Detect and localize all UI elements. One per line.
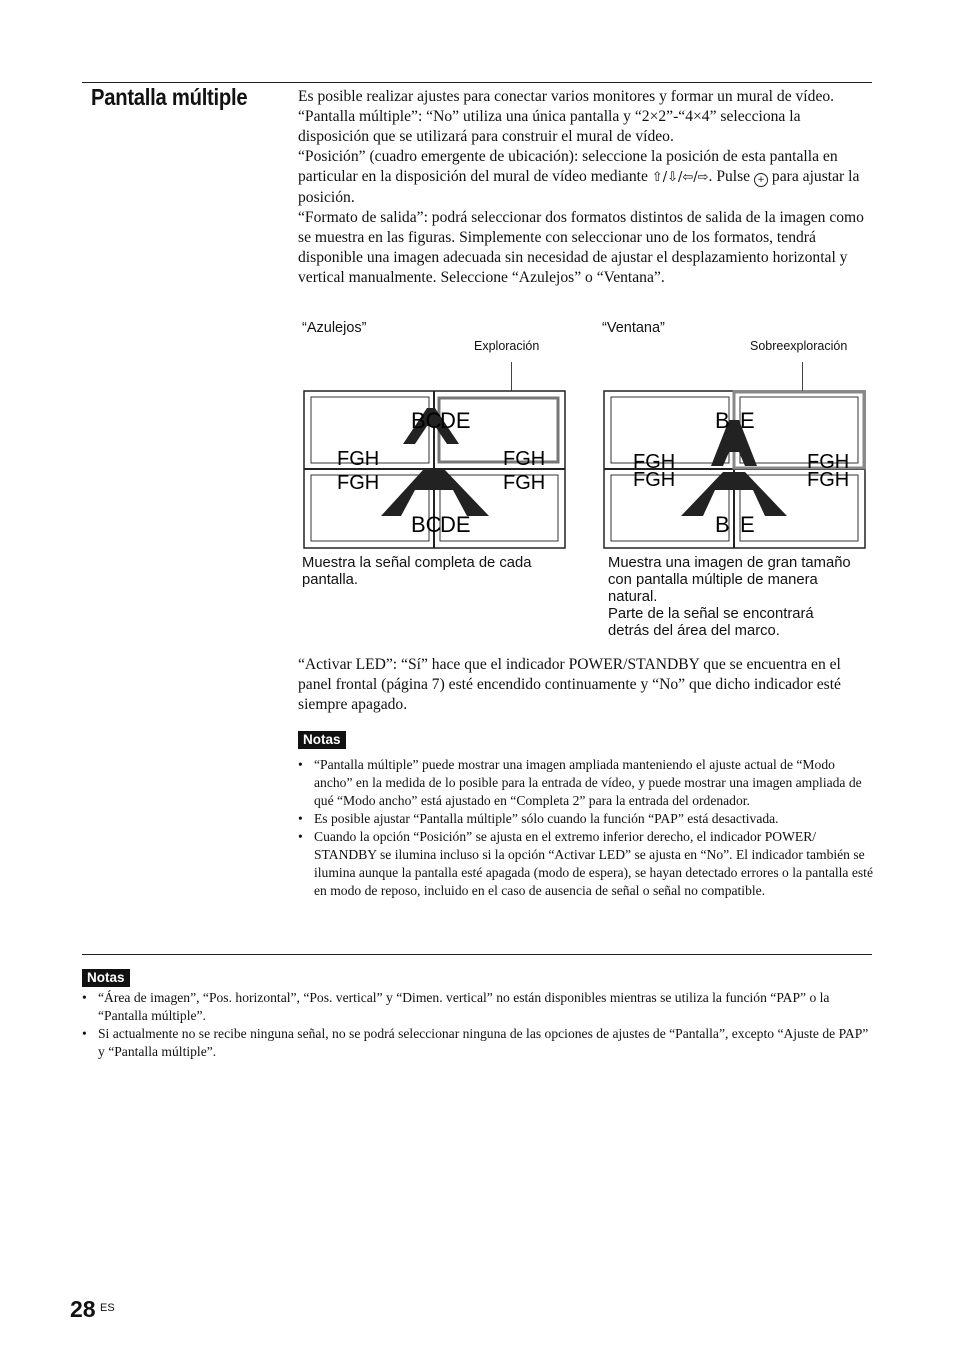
window-glyph-tl-top: B [715, 408, 730, 433]
window-glyph-bl-mid: FGH [633, 469, 676, 491]
arrow-keys-icon: ⇧/⇩/⇦/⇨ [651, 170, 709, 185]
window-glyph-bl-bot: B [715, 512, 730, 537]
bullet: • [298, 757, 303, 772]
window-glyph-tr-top: E [740, 408, 755, 433]
page-number: 28 [70, 1296, 96, 1322]
window-glyph-tr-mid: FGH [807, 451, 850, 473]
tile-glyph-tl-top: BC [411, 408, 442, 433]
tile-label: “Azulejos” [302, 320, 367, 336]
multi-screen-paragraph: “Pantalla múltiple”: “No” utiliza una única pantalla y “2×2”-“4×4” selecciona la disposición que se utilizará para construir el mural de vídeo. [298, 108, 801, 145]
bullet: • [298, 829, 303, 844]
tile-glyph-br-bot: DE [440, 512, 471, 537]
note-item: • “Pantalla múltiple” puede mostrar una imagen ampliada manteniendo el ajuste actual de “Modo ancho” en la medida de lo posible para la entrada de vídeo, y puede mostrar una imagen ampliada de qué “Modo ancho” está ajustado en “Completa 2” para la entrada del ordenador. [298, 757, 862, 808]
tile-glyph-bl-mid: FGH [337, 472, 380, 494]
enter-button-icon: + [754, 173, 768, 187]
position-text-b: para ajustar la posición. [298, 168, 860, 206]
note-item: • Si actualmente no se recibe ninguna señal, no se podrá seleccionar ninguna de las opciones de ajustes de “Pantalla”, excepto “Ajuste de PAP” y “Pantalla múltiple”. [82, 1026, 869, 1059]
intro-paragraph: Es posible realizar ajustes para conectar varios monitores y formar un mural de vídeo. [298, 88, 835, 105]
bullet: • [82, 1026, 87, 1041]
tile-caption: Muestra la señal completa de cada pantalla. [302, 555, 532, 588]
window-glyph-tl-mid: FGH [633, 451, 676, 473]
section-end-rule [82, 954, 872, 955]
top-rule [82, 82, 872, 83]
bullet: • [298, 811, 303, 826]
position-text-a: “Posición” (cuadro emergente de ubicación): seleccione la posición de esta pantalla en particular en la disposición del mural de vídeo mediante [298, 148, 838, 185]
window-label: “Ventana” [602, 320, 665, 336]
note-item: • “Área de imagen”, “Pos. horizontal”, “Pos. vertical” y “Dimen. vertical” no están disponibles mientras se utiliza la función “PAP” o la “Pantalla múltiple”. [82, 990, 830, 1023]
tile-glyph-bl-bot: BC [411, 512, 442, 537]
window-video-wall-diagram [603, 390, 866, 549]
position-paragraph [298, 147, 873, 208]
section-title: Pantalla múltiple [91, 84, 248, 110]
window-caption-line-1: Muestra una imagen de gran tamaño con pantalla múltiple de manera natural. [608, 555, 851, 605]
tile-glyph-tr-mid: FGH [503, 448, 546, 470]
notes-badge-outer: Notas [82, 969, 130, 987]
notes-badge-inner: Notas [298, 731, 346, 749]
tile-video-wall-diagram [303, 390, 566, 549]
window-callout-label: Sobreexploración [750, 339, 848, 353]
notes-list-inner [298, 756, 876, 900]
note-item: • Cuando la opción “Posición” se ajusta en el extremo inferior derecho, el indicador POWER/ STANDBY se ilumina incluso si la opción “Activar LED” se ajusta en “No”. El indicador también se ilumina aunque la pantalla esté apagada (modo de espera), se hayan detectado errores o la pantalla esté en modo de reposo, incluido en el caso de ausencia de señal o señal no compatible. [298, 829, 873, 898]
window-glyph-br-bot: E [740, 512, 755, 537]
window-callout-line [802, 362, 803, 392]
window-glyph-br-mid: FGH [807, 469, 850, 491]
led-paragraph: “Activar LED”: “Sí” hace que el indicador POWER/STANDBY que se encuentra en el panel frontal (página 7) esté encendido continuamente y “No” que dicho indicador esté siempre apagado. [298, 656, 841, 713]
note-item: • Es posible ajustar “Pantalla múltiple” sólo cuando la función “PAP” está desactivada. [298, 811, 779, 826]
bullet: • [82, 990, 87, 1005]
window-caption [608, 555, 853, 640]
window-caption-line-2: Parte de la señal se encontrará detrás del área del marco. [608, 606, 814, 639]
tile-glyph-tl-mid: FGH [337, 448, 380, 470]
pulse-text: . Pulse [708, 168, 751, 185]
tile-glyph-tr-top: DE [440, 408, 471, 433]
page-language: ES [100, 1302, 115, 1314]
notes-list-outer [82, 989, 872, 1061]
tile-callout-label: Exploración [474, 339, 540, 353]
section-body [298, 87, 873, 288]
tile-glyph-br-mid: FGH [503, 472, 546, 494]
output-format-paragraph: “Formato de salida”: podrá seleccionar dos formatos distintos de salida de la imagen como se muestra en las figuras. Simplemente con seleccionar uno de los formatos, tendrá disponible una imagen adecuada sin necesidad de ajustar el desplazamiento horizontal y vertical manualmente. Seleccione “Azulejos” o “Ventana”. [298, 209, 864, 286]
